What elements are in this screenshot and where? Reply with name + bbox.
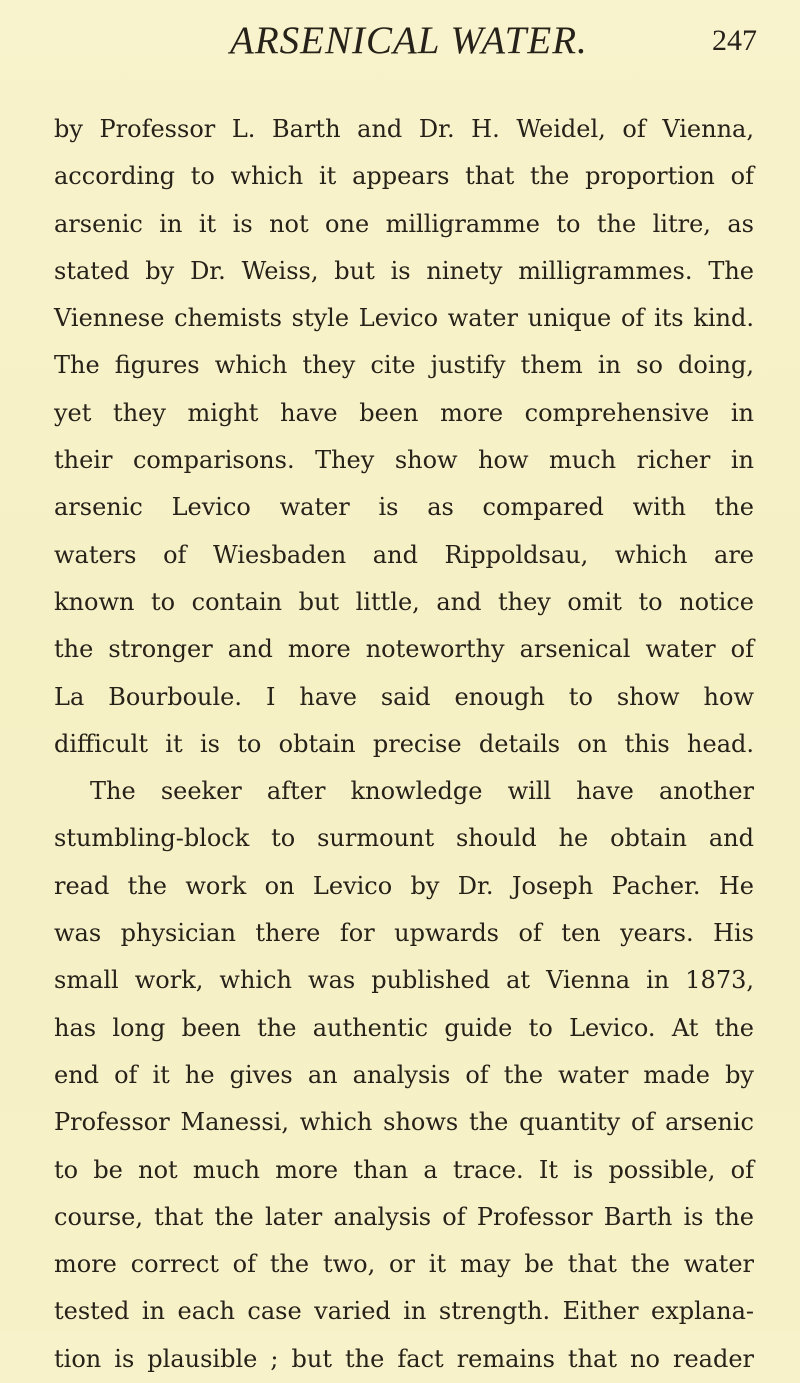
text-line-2: according to which it appears that the proportion of [54, 162, 754, 191]
text-line-5: Viennese chemists style Levico water unique of its kind. [54, 304, 754, 333]
text-line-4: stated by Dr. Weiss, but is ninety milligrammes. The [54, 256, 754, 285]
text-line-10: waters of Wiesbaden and Rippoldsau, which are [54, 540, 754, 569]
text-line-9: arsenic Levico water is as compared with the [54, 493, 754, 522]
text-line-24: course, that the later analysis of Professor Barth is the [54, 1202, 754, 1231]
text-line-8: their comparisons. They show how much richer in [54, 446, 754, 475]
text-line-16: stumbling-block to surmount should he obtain and [54, 824, 754, 853]
text-line-1: by Professor L. Barth and Dr. H. Weidel, of Vienna, [54, 115, 754, 143]
running-title: ARSENICAL WATER. [230, 19, 588, 62]
text-line-20: has long been the authentic guide to Levico. At the [54, 1013, 754, 1042]
text-line-7: yet they might have been more comprehensive in [54, 398, 754, 427]
text-line-27: tion is plausible ; but the fact remains that no reader [54, 1344, 754, 1373]
text-line-6: The figures which they cite justify them in so doing, [54, 351, 754, 380]
text-line-13: La Bourboule. I have said enough to show how [54, 682, 754, 711]
page-number: 247 [712, 24, 757, 57]
text-line-19: small work, which was published at Vienna in 1873, [54, 966, 754, 995]
text-line-26: tested in each case varied in strength. Either explana- [54, 1297, 754, 1326]
text-line-11: known to contain but little, and they omit to notice [54, 587, 754, 616]
text-line-18: was physician there for upwards of ten years. His [54, 919, 754, 948]
text-line-17: read the work on Levico by Dr. Joseph Pacher. He [54, 871, 754, 900]
text-line-22: Professor Manessi, which shows the quantity of arsenic [54, 1108, 754, 1137]
body-text [54, 106, 754, 1383]
text-line-21: end of it he gives an analysis of the water made by [54, 1060, 754, 1089]
text-line-15: The seeker after knowledge will have another [90, 777, 754, 806]
text-line-3: arsenic in it is not one milligramme to the litre, as [54, 209, 754, 238]
text-line-25: more correct of the two, or it may be that the water [54, 1250, 754, 1279]
text-line-12: the stronger and more noteworthy arsenical water of [54, 635, 754, 664]
text-line-23: to be not much more than a trace. It is possible, of [54, 1155, 754, 1184]
text-line-14: difficult it is to obtain precise details on this head. [54, 729, 754, 758]
running-head [0, 16, 800, 66]
